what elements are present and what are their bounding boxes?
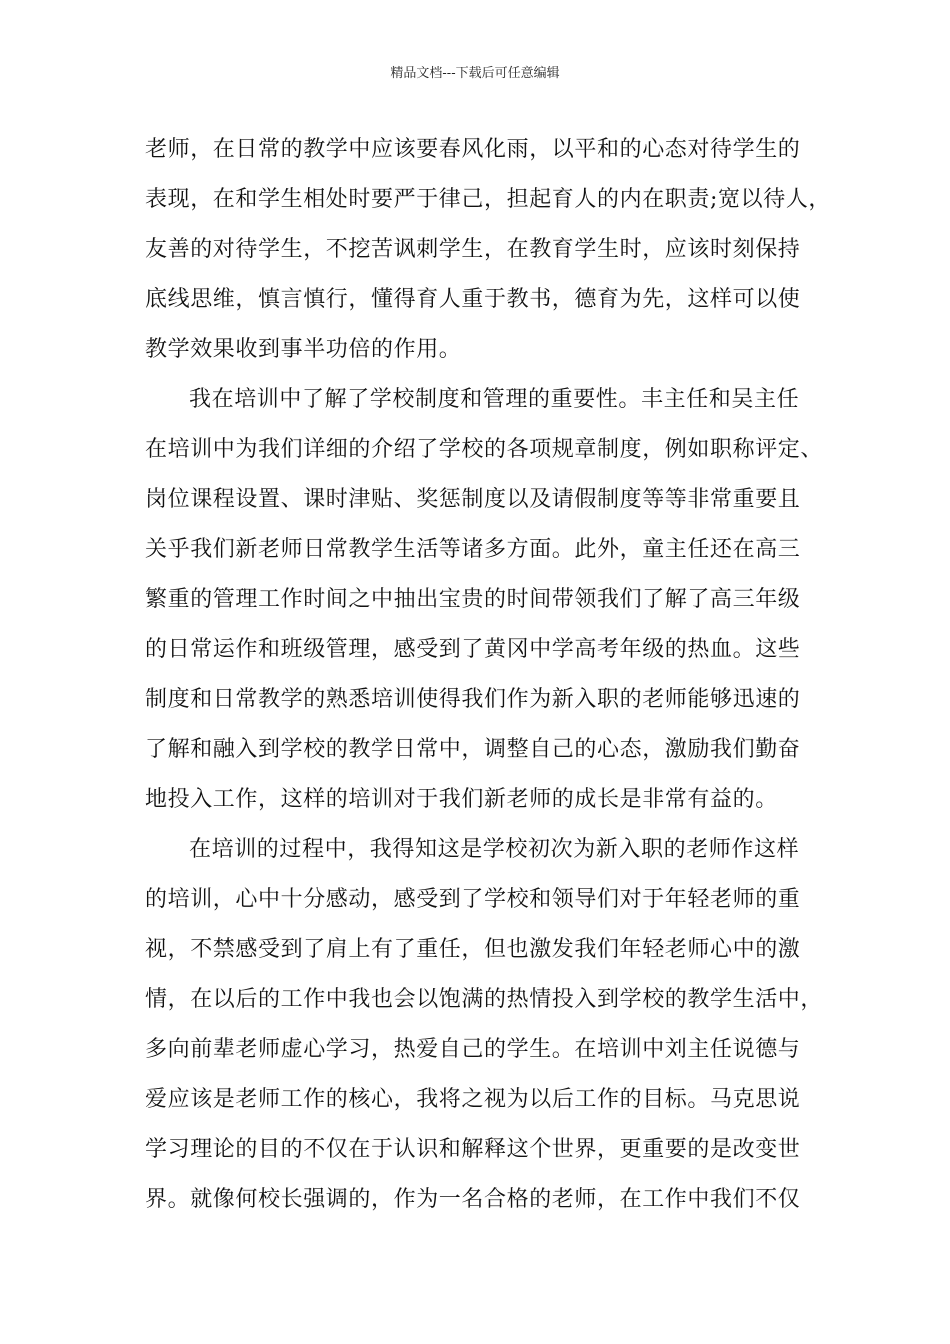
body-line: 视，不禁感受到了肩上有了重任，但也激发我们年轻老师心中的激 bbox=[145, 937, 801, 962]
body-line: 岗位课程设置、课时津贴、奖惩制度以及请假制度等等非常重要且 bbox=[145, 487, 801, 512]
body-line: 的日常运作和班级管理，感受到了黄冈中学高考年级的热血。这些 bbox=[145, 637, 801, 662]
body-line: 底线思维，慎言慎行，懂得育人重于教书，德育为先，这样可以使 bbox=[145, 287, 801, 312]
body-line: 友善的对待学生，不挖苦讽刺学生，在教育学生时，应该时刻保持 bbox=[145, 237, 801, 262]
body-line: 了解和融入到学校的教学日常中，调整自己的心态，激励我们勤奋 bbox=[145, 737, 801, 762]
document-body bbox=[145, 125, 832, 1225]
body-line: 界。就像何校长强调的，作为一名合格的老师，在工作中我们不仅 bbox=[145, 1187, 801, 1212]
body-line: 地投入工作，这样的培训对于我们新老师的成长是非常有益的。 bbox=[145, 787, 778, 812]
paragraph-start-line: 我在培训中了解了学校制度和管理的重要性。丰主任和吴主任 bbox=[189, 387, 800, 412]
body-line: 关乎我们新老师日常教学生活等诸多方面。此外，童主任还在高三 bbox=[145, 537, 801, 562]
body-line: 老师，在日常的教学中应该要春风化雨，以平和的心态对待学生的 bbox=[145, 137, 801, 162]
body-line: 表现，在和学生相处时要严于律己，担起育人的内在职责;宽以待人， bbox=[145, 187, 832, 212]
body-line: 在培训中为我们详细的介绍了学校的各项规章制度，例如职称评定、 bbox=[145, 437, 824, 462]
body-line: 繁重的管理工作时间之中抽出宝贵的时间带领我们了解了高三年级 bbox=[145, 587, 801, 612]
paragraph-start-line: 在培训的过程中，我得知这是学校初次为新入职的老师作这样 bbox=[189, 837, 800, 862]
body-line: 的培训，心中十分感动，感受到了学校和领导们对于年轻老师的重 bbox=[145, 887, 801, 912]
body-line: 情，在以后的工作中我也会以饱满的热情投入到学校的教学生活中， bbox=[145, 987, 824, 1012]
body-line: 教学效果收到事半功倍的作用。 bbox=[145, 337, 462, 362]
body-line: 制度和日常教学的熟悉培训使得我们作为新入职的老师能够迅速的 bbox=[145, 687, 801, 712]
page-header: 精品文档---下载后可任意编辑 bbox=[390, 66, 560, 81]
body-line: 学习理论的目的不仅在于认识和解释这个世界，更重要的是改变世 bbox=[145, 1137, 801, 1162]
body-line: 多向前辈老师虚心学习，热爱自己的学生。在培训中刘主任说德与 bbox=[145, 1037, 801, 1062]
body-line: 爱应该是老师工作的核心，我将之视为以后工作的目标。马克思说 bbox=[145, 1087, 801, 1112]
